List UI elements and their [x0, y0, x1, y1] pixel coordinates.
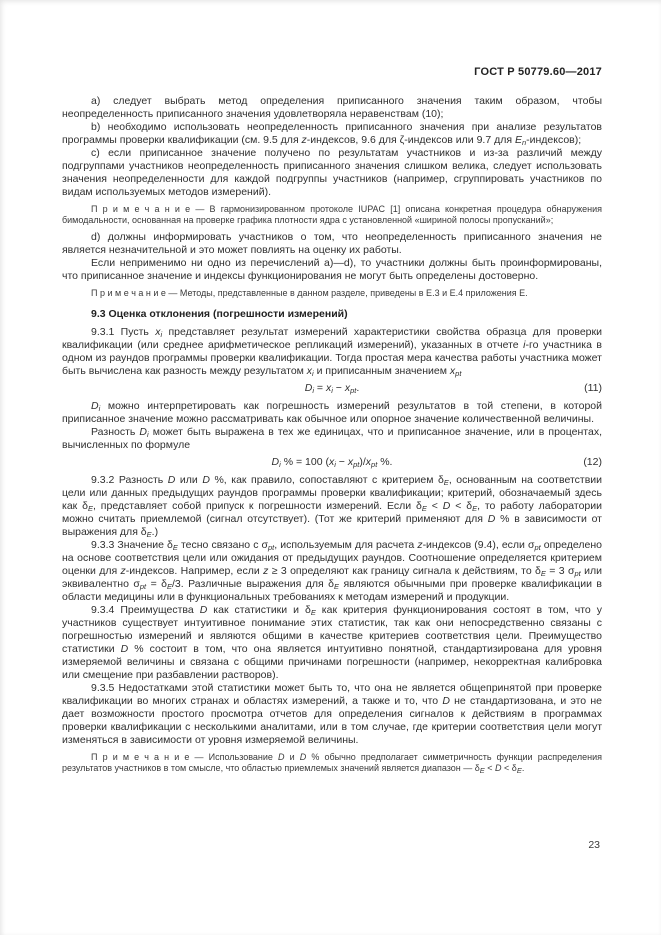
formula-number: (12)	[583, 456, 602, 468]
page-number: 23	[588, 839, 600, 851]
note-paragraph: П р и м е ч а н и е — Методы, представленные в данном разделе, приведены в Е.3 и Е.4 приложения Е.	[91, 288, 528, 298]
paragraph: 9.3.1 Пусть $x_i$ представляет результат измерений характеристики свойства образца для проверки квалификации (или среднее арифметическое репликаций измерений), указанных в отчете i-го участника в одном из раундов программы проверки квалификации. Тогда простая мера качества работы участника может быть вычислена как разность между результатом $x_i$ и приписанным значением $x_{pt}$	[62, 326, 603, 378]
paragraph: Разность $D_i$ может быть выражена в тех же единицах, что и приписанное значение, или в процентах, вычисленных по формуле	[62, 426, 602, 451]
section-heading: 9.3 Оценка отклонения (погрешности измерений)	[91, 308, 348, 320]
paragraph: a) следует выбрать метод определения приписанного значения таким образом, чтобы неопределенность приписанного значения удовлетворяла неравенствам (10);	[62, 95, 602, 120]
document-content	[62, 66, 602, 779]
paragraph: 9.3.3 Значение $\delta_E$ тесно связано с $\sigma_{pt}$, используемым для расчета z-индексов (9.4), если $\sigma_{pt}$ определено на основе соответствия цели или ожидания от предыдущих раундов. Соотношение определяется критерием оценки для z-индексов. Например, если z ≥ 3 определяют как границу сигнала к действиям, то $\delta_E = 3$ $\sigma_{pt}$ или эквивалентно $\sigma_{pt} = \delta_E/3$. Различные выражения для $\delta_E$ являются обычными при проверке квалификации в области медицины или в функциональных требованиях к методам измерений и продукции.	[62, 539, 602, 603]
running-header: ГОСТ Р 50779.60—2017	[474, 66, 602, 78]
paragraph: c) если приписанное значение получено по результатам участников и из-за различий между подгруппами участников неопределенность приписанного значения слишком велика, следует использовать значения неопределенности для каждой подгруппы участников (например, сгруппировать участников по видам используемых методов измерений).	[62, 147, 602, 198]
paragraph: $D_i$ можно интерпретировать как погрешность измерений результатов в той степени, в которой приписанное значение можно рассматривать как обычное или опорное значение количественной величины.	[62, 400, 602, 425]
paragraph: 9.3.2 Разность D или D %, как правило, сопоставляют с критерием $\delta_E$, основанным на соответствии цели или данных предыдущих раундов программы проверки квалификации; критерий, обозначаемый здесь как $\delta_E$, представляет собой припуск к погрешности измерений. Если $\delta_E < D < \delta_E$, то работу лаборатории можно считать приемлемой (сигнал отсутствует). (Тот же критерий применяют для D % в зависимости от выражения для $\delta_E$.)	[62, 474, 603, 539]
paragraph: b) необходимо использовать неопределенность приписанного значения при анализе результатов программы проверки квалификации (см. 9.5 для z-индексов, 9.6 для ζ-индексов или 9.7 для $E_n-индексов$);	[62, 121, 602, 147]
formula-expression: $D_i = x_i - x_{pt}$.	[304, 382, 360, 395]
note-paragraph: П р и м е ч а н и е — Использование D и D % обычно предполагает симметричность функции распределения результатов участников в том смысле, что областью приемлемых значений является диапазон — $\delta_E < D < \delta_E$.	[62, 752, 602, 775]
paragraph: 9.3.5 Недостатками этой статистики может быть то, что она не является общепринятой при проверке квалификации во многих странах и областях измерений, а также и то, что D не стандартизована, и это не дает возможности простого просмотра отчетов для определения сигналов к действиям в программах проверки квалификации с несколькими аналитами, или в том случае, где критерии соответствия цели могут изменяться в зависимости от уровня измеряемой величины.	[62, 682, 602, 746]
formula-number: (11)	[584, 382, 602, 394]
paragraph: d) должны информировать участников о том, что неопределенность приписанного значения не является незначительной и это может повлиять на оценку их работы.	[62, 231, 602, 256]
document-body	[62, 95, 602, 774]
paragraph: 9.3.4 Преимущества D как статистики и $\delta_E$ как критерия функционирования состоят в том, что у участников существует интуитивное понимание этих статистик, так как они непосредственно связаны с погрешностью измерений и являются общими в качестве критериев соответствия цели. Преимущество статистики D % состоит в том, что она является интуитивно понятной, стандартизирована для уровня измеряемой величины и связана с общими причинами погрешности (например, некорректная калибровка или смещение при разбавлении растворов).	[62, 604, 602, 681]
paragraph: Если неприменимо ни одно из перечислений a)—d), то участники должны быть проинформированы, что приписанное значение и индексы функционирования не могут быть определены достоверно.	[62, 257, 602, 282]
formula	[62, 382, 602, 395]
note-paragraph: П р и м е ч а н и е — В гармонизированном протоколе IUPAC [1] описана конкретная процедура обнаружения бимодальности, основанная на проверке графика плотности ядра с установленной «шириной полосы пропусканий»;	[62, 204, 602, 225]
formula	[62, 456, 602, 469]
formula-expression: $D_i$ % = 100 $(x_i - x_{pt})/x_{pt}$ %.	[271, 456, 393, 469]
